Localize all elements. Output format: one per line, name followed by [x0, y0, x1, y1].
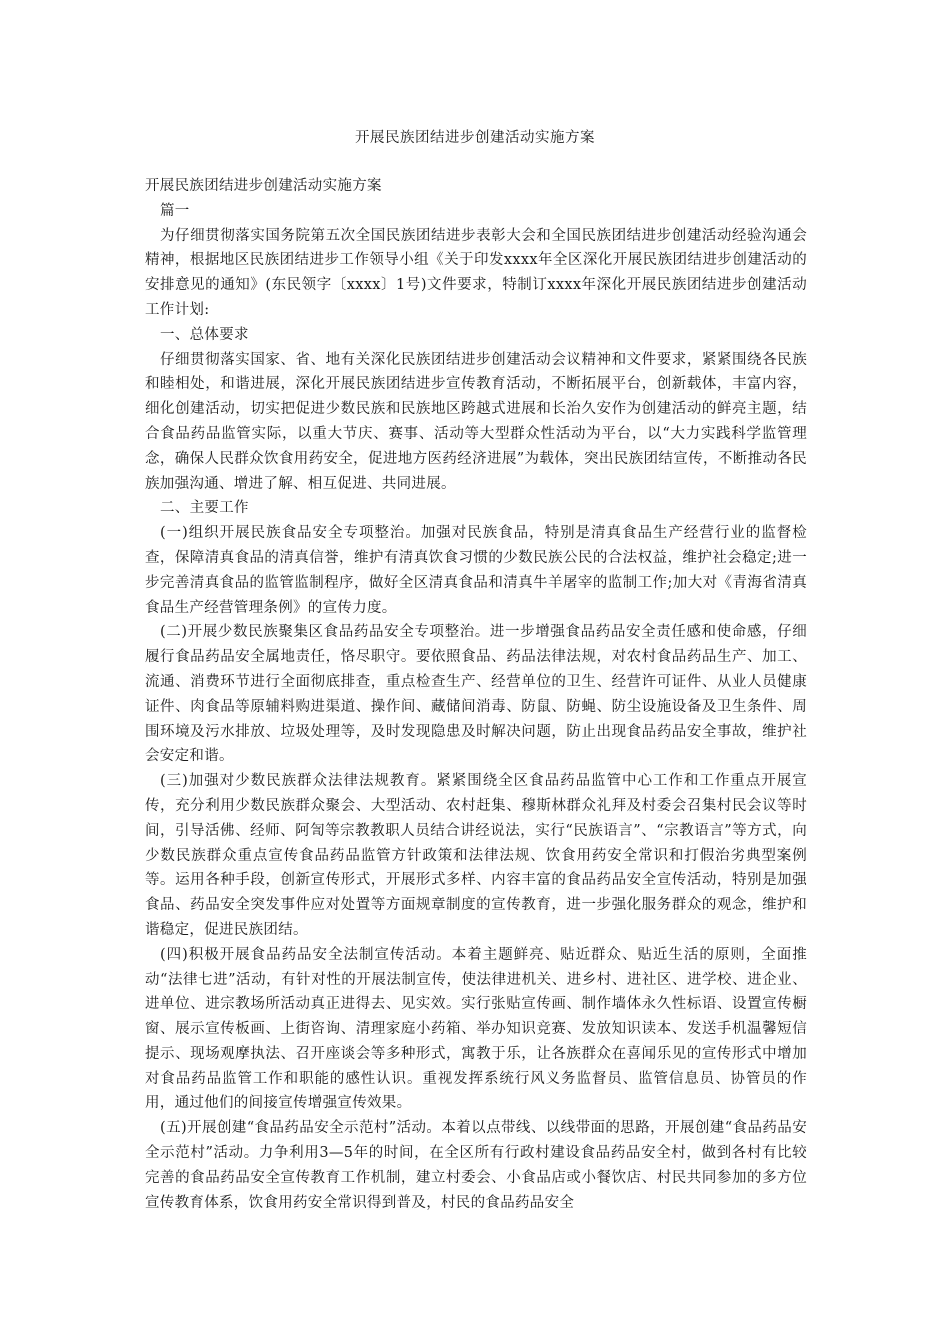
- section-heading-general: 一、总体要求: [160, 326, 249, 343]
- document-body: [145, 174, 807, 1215]
- paragraph-work-item-1: (一)组织开展民族食品安全专项整治。加强对民族食品，特别是清真食品生产经营行业的监督检查，保障清真食品的清真信誉，维护有清真饮食习惯的少数民族公民的合法权益，维护社会稳定;进一步完善清真食品的监管监制程序，做好全区清真食品和清真牛羊屠宰的监制工作;加大对《青海省清真食品生产经营管理条例》的宣传力度。: [145, 525, 807, 616]
- paragraph-intro: 为仔细贯彻落实国务院第五次全国民族团结进步表彰大会和全国民族团结进步创建活动经验沟通会精神，根据地区民族团结进步工作领导小组《关于印发xxxx年全区深化开展民族团结进步创建活动的安排意见的通知》(东民领字〔xxxx〕1号)文件要求，特制订xxxx年深化开展民族团结进步创建活动工作计划:: [145, 227, 807, 318]
- paragraph-work-item-3: (三)加强对少数民族群众法律法规教育。紧紧围绕全区食品药品监管中心工作和工作重点开展宣传，充分利用少数民族群众聚会、大型活动、农村赶集、穆斯林群众礼拜及村委会召集村民会议等时间，引导活佛、经师、阿訇等宗教教职人员结合讲经说法，实行“民族语言”、“宗教语言”等方式，向少数民族群众重点宣传食品药品监管方针政策和法律法规、饮食用药安全常识和打假治劣典型案例等。运用各种手段，创新宣传形式，开展形式多样、内容丰富的食品药品安全宣传活动，特别是加强食品、药品安全突发事件应对处置等方面规章制度的宣传教育，进一步强化服务群众的观念，维护和谐稳定，促进民族团结。: [145, 773, 807, 938]
- paragraph-work-item-4: (四)积极开展食品药品安全法制宣传活动。本着主题鲜亮、贴近群众、贴近生活的原则，全面推动“法律七进”活动，有针对性的开展法制宣传，使法律进机关、进乡村、进社区、进学校、进企业、进单位、进宗教场所活动真正进得去、见实效。实行张贴宣传画、制作墙体永久性标语、设置宣传橱窗、展示宣传板画、上街咨询、清理家庭小药箱、举办知识竞赛、发放知识读本、发送手机温馨短信提示、现场观摩执法、召开座谈会等多种形式，寓教于乐，让各族群众在喜闻乐见的宣传形式中增加对食品药品监管工作和职能的感性认识。重视发挥系统行风义务监督员、监管信息员、协管员的作用，通过他们的间接宣传增强宣传效果。: [145, 946, 807, 1112]
- document-title: 开展民族团结进步创建活动实施方案: [355, 130, 595, 146]
- paragraph-work-item-2: (二)开展少数民族聚集区食品药品安全专项整治。进一步增强食品药品安全责任感和使命感，仔细履行食品药品安全属地责任，恪尽职守。要依照食品、药品法律法规，对农村食品药品生产、加工、流通、消费环节进行全面彻底排查，重点检查生产、经营单位的卫生、经营许可证件、从业人员健康证件、肉食品等原辅料购进渠道、操作间、藏储间消毒、防鼠、防蝇、防尘设施设备及卫生条件、周围环境及污水排放、垃圾处理等，及时发现隐患及时解决问题，防止出现食品药品安全事故，维护社会安定和谐。: [145, 624, 807, 765]
- document-subtitle: 开展民族团结进步创建活动实施方案: [145, 178, 382, 194]
- paragraph-general-requirements: 仔细贯彻落实国家、省、地有关深化民族团结进步创建活动会议精神和文件要求，紧紧围绕各民族和睦相处，和谐进展，深化开展民族团结进步宣传教育活动，不断拓展平台，创新载体，丰富内容，细化创建活动，切实把促进少数民族和民族地区跨越式进展和长治久安作为创建活动的鲜亮主题，结合食品药品监管实际，以重大节庆、赛事、活动等大型群众性活动为平台，以“大力实践科学监管理念，确保人民群众饮食用药安全，促进地方医药经济进展”为载体，突出民族团结宣传，不断推动各民族加强沟通、增进了解、相互促进、共同进展。: [145, 351, 807, 492]
- paragraph-work-item-5: (五)开展创建“食品药品安全示范村”活动。本着以点带线、以线带面的思路，开展创建“食品药品安全示范村”活动。力争利用3—5年的时间，在全区所有行政村建设食品药品安全村，做到各村有比较完善的食品药品安全宣传教育工作机制，建立村委会、小食品店或小餐饮店、村民共同参加的多方位宣传教育体系，饮食用药安全常识得到普及，村民的食品药品安全: [145, 1120, 807, 1211]
- section-heading-main-work: 二、主要工作: [160, 500, 249, 517]
- part-label: 篇一: [160, 202, 190, 219]
